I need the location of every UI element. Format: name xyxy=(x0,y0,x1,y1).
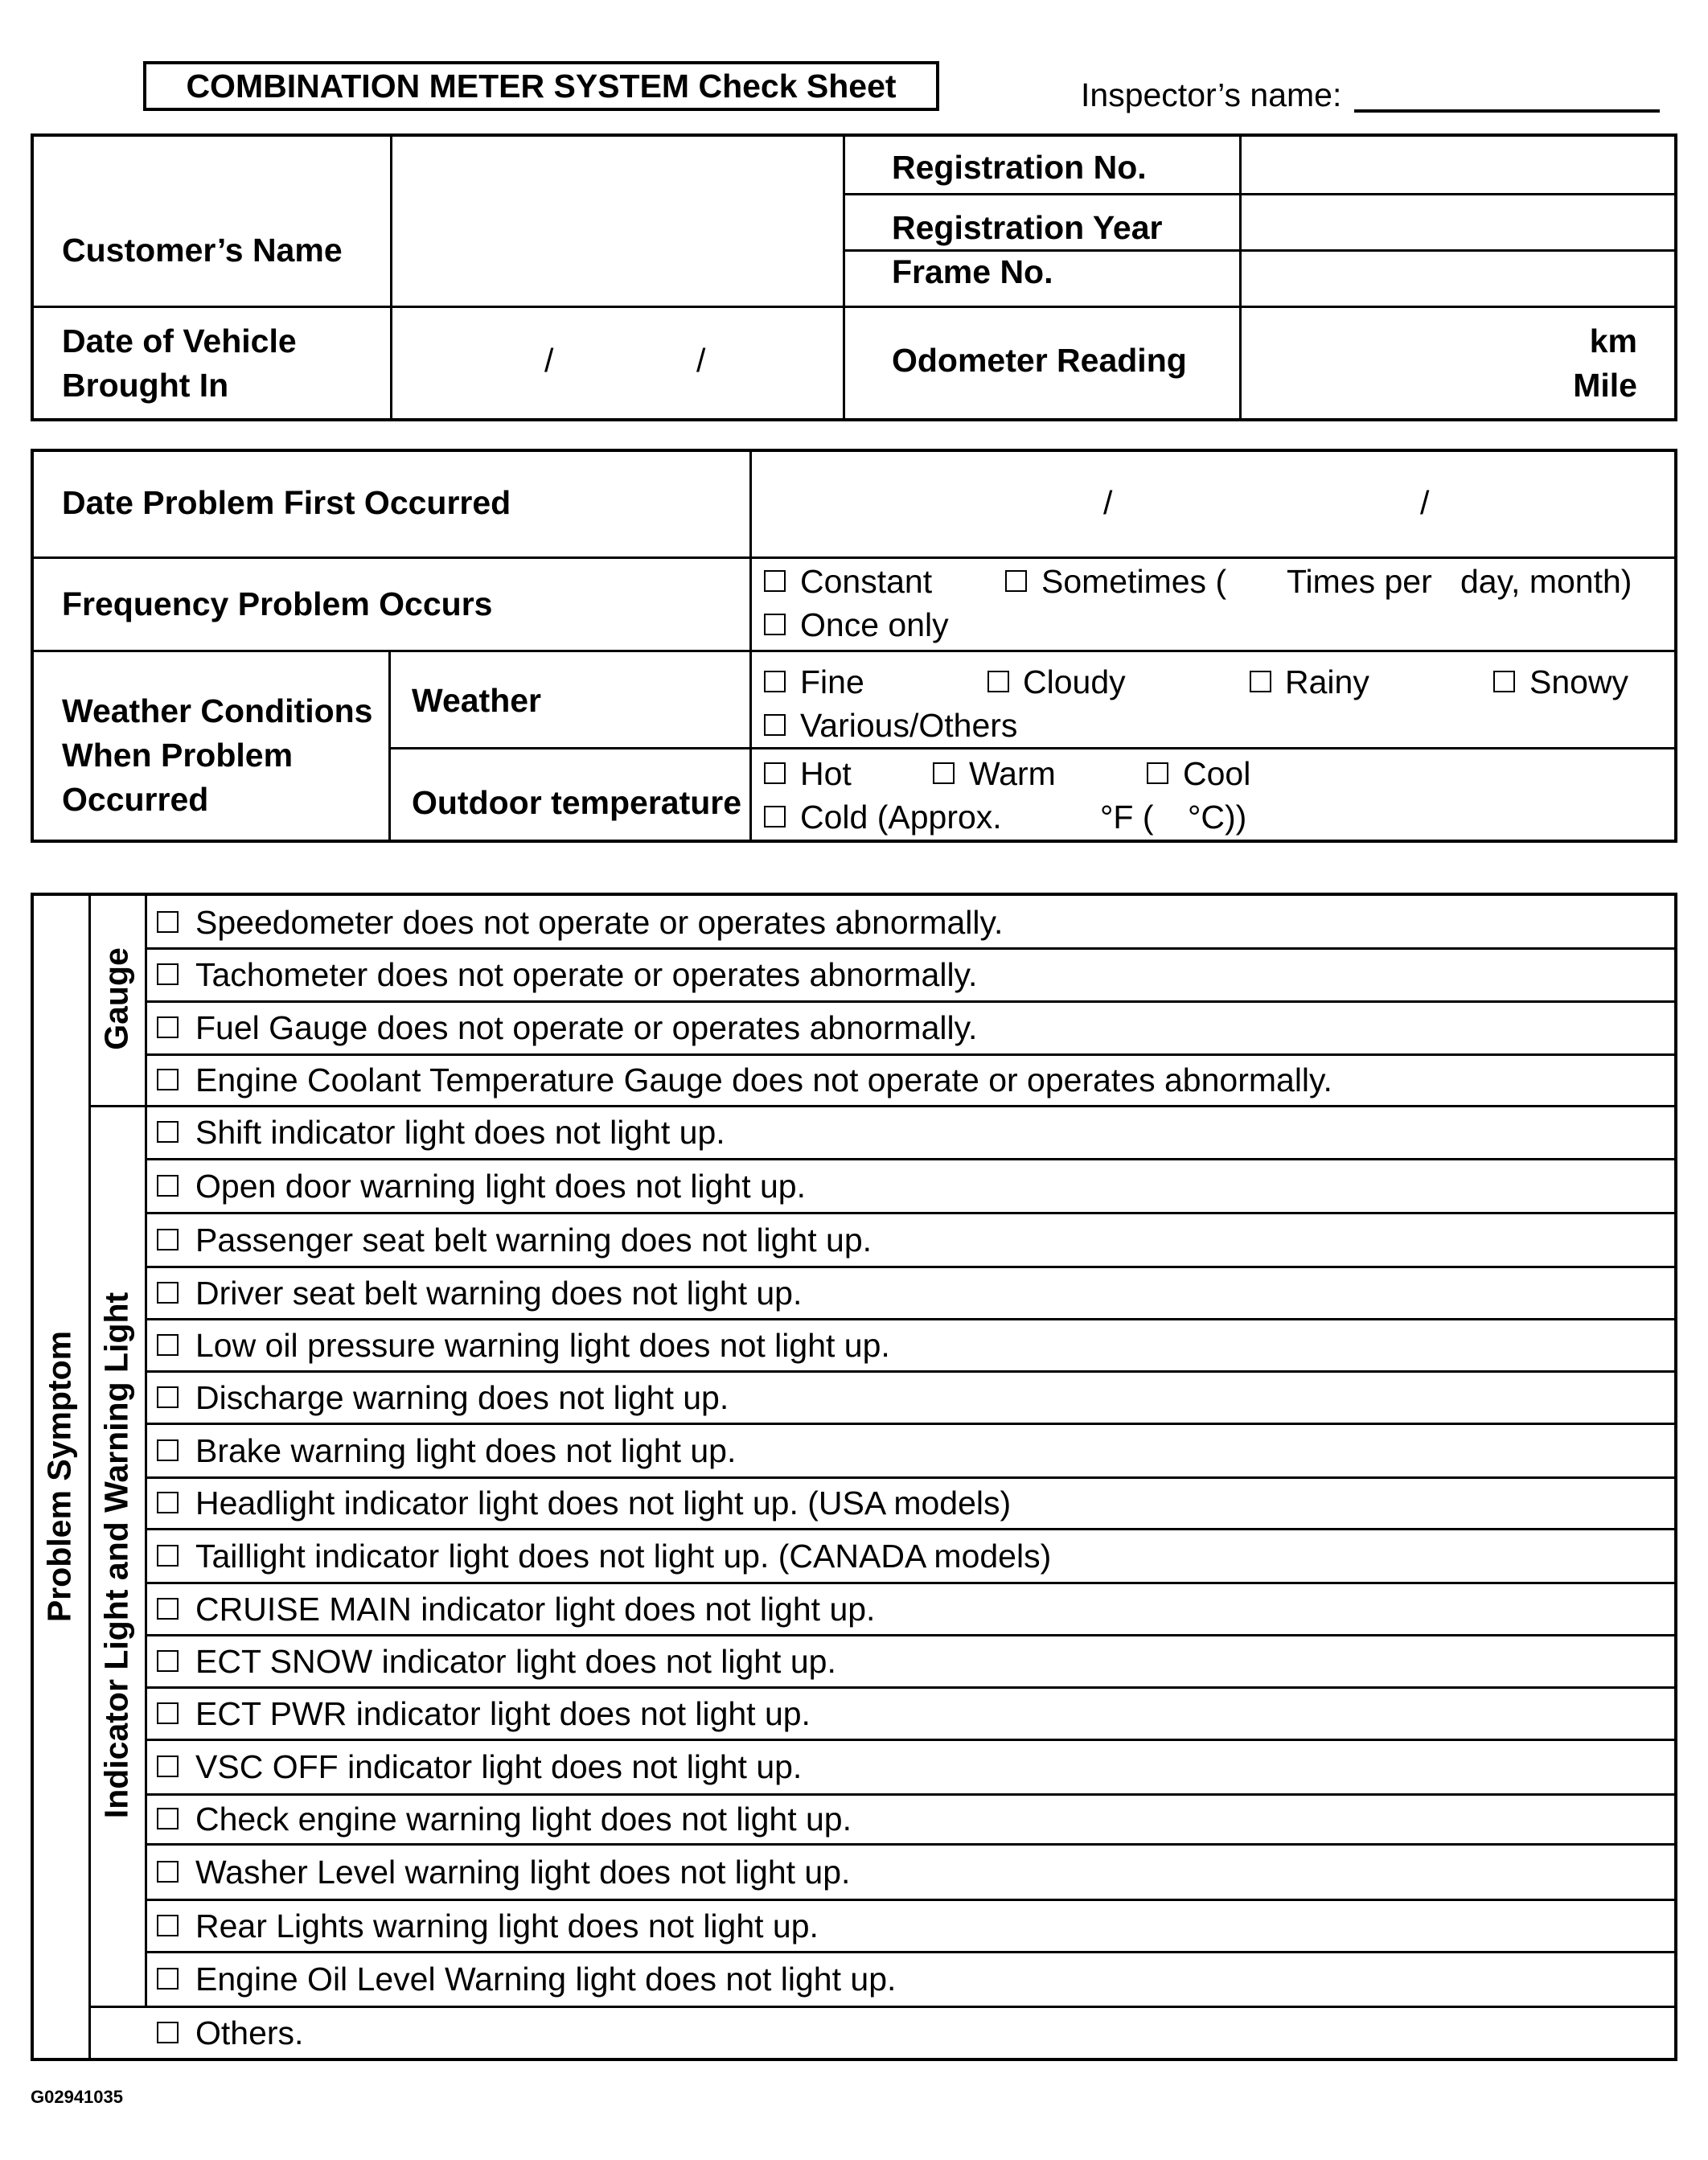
gauge-item-row xyxy=(147,1054,1674,1106)
indicator-item-label: Taillight indicator light does not light up. (CANADA models) xyxy=(195,1537,1052,1575)
date-first-slash-1: / xyxy=(1103,484,1113,521)
date-first-field[interactable] xyxy=(752,451,1674,556)
indicator-item-row xyxy=(147,1106,1674,1159)
weather-conditions-label-1: Weather Conditions xyxy=(62,692,373,729)
indicator-item-label: ECT SNOW indicator light does not light up. xyxy=(195,1642,836,1680)
indicator-item-row xyxy=(147,1739,1674,1794)
gauge-item-label: Engine Coolant Temperature Gauge does not operate or operates abnormally. xyxy=(195,1062,1332,1098)
weather-option-snowy: Snowy xyxy=(1529,663,1629,700)
weather-option-various: Various/Others xyxy=(800,707,1018,744)
sheet-title: COMBINATION METER SYSTEM Check Sheet xyxy=(143,61,939,111)
indicator-item-label: Washer Level warning light does not light up. xyxy=(195,1853,851,1891)
indicator-item-row xyxy=(147,1213,1674,1267)
indicator-item-checkbox[interactable] xyxy=(157,1808,179,1829)
date-slash-2: / xyxy=(696,342,706,379)
checkbox-fine[interactable] xyxy=(764,671,786,692)
indicator-item-row xyxy=(147,1635,1674,1687)
indicator-item-label: Rear Lights warning light does not light up. xyxy=(195,1907,819,1944)
indicator-item-row xyxy=(147,1267,1674,1319)
indicator-item-label: VSC OFF indicator light does not light up. xyxy=(195,1748,803,1785)
option-day-month: day, month) xyxy=(1460,563,1632,600)
indicator-item-label: Engine Oil Level Warning light does not light up. xyxy=(195,1960,897,1998)
outdoor-temp-label: Outdoor temperature xyxy=(412,784,742,821)
frequency-label: Frequency Problem Occurs xyxy=(62,585,493,622)
indicator-item-checkbox[interactable] xyxy=(157,1175,179,1197)
option-constant: Constant xyxy=(800,563,933,600)
indicator-item-row xyxy=(147,1371,1674,1423)
weather-option-rainy: Rainy xyxy=(1285,663,1369,700)
indicator-item-label: Headlight indicator light does not light up. (USA models) xyxy=(195,1484,1012,1521)
indicator-item-label: Low oil pressure warning light does not light up. xyxy=(195,1326,890,1364)
others-row xyxy=(147,2008,1674,2058)
problem-symptom-label: Problem Symptom xyxy=(40,1330,78,1623)
gauge-item-label: Tachometer does not operate or operates abnormally. xyxy=(195,956,978,993)
indicator-item-row xyxy=(147,1583,1674,1635)
checkbox-various-others[interactable] xyxy=(764,714,786,736)
indicator-item-row xyxy=(147,1687,1674,1739)
customer-name-field[interactable] xyxy=(392,135,842,305)
indicator-item-checkbox[interactable] xyxy=(157,1334,179,1356)
indicator-item-row xyxy=(147,1319,1674,1371)
frame-no-label: Frame No. xyxy=(892,253,1053,290)
indicator-item-label: CRUISE MAIN indicator light does not light up. xyxy=(195,1590,876,1628)
odometer-label: Odometer Reading xyxy=(892,342,1187,379)
indicator-item-checkbox[interactable] xyxy=(157,1756,179,1777)
gauge-item-label: Speedometer does not operate or operates abnormally. xyxy=(195,903,1004,941)
temp-option-hot: Hot xyxy=(800,755,852,792)
indicator-item-checkbox[interactable] xyxy=(157,1598,179,1620)
weather-option-fine: Fine xyxy=(800,663,864,700)
temp-option-cool: Cool xyxy=(1183,755,1251,792)
gauge-item-row xyxy=(147,896,1674,948)
indicator-item-label: Passenger seat belt warning does not light up. xyxy=(195,1221,872,1259)
unit-fahrenheit: °F ( xyxy=(1100,799,1154,836)
checkbox-constant[interactable] xyxy=(764,570,786,592)
date-brought-in-field[interactable] xyxy=(392,308,842,419)
indicator-item-row xyxy=(147,1844,1674,1899)
gauge-item-checkbox[interactable] xyxy=(157,1016,179,1038)
gauge-item-checkbox[interactable] xyxy=(157,1069,179,1090)
inspector-label: Inspector’s name: xyxy=(1081,76,1342,113)
weather-label: Weather xyxy=(412,682,542,719)
checkbox-cold[interactable] xyxy=(764,806,786,827)
weather-option-cloudy: Cloudy xyxy=(1023,663,1126,700)
registration-year-label: Registration Year xyxy=(892,209,1163,246)
gauge-item-label: Fuel Gauge does not operate or operates abnormally. xyxy=(195,1009,978,1046)
indicator-label: Indicator Light and Warning Light xyxy=(97,1291,135,1819)
gauge-item-checkbox[interactable] xyxy=(157,963,179,985)
indicator-item-checkbox[interactable] xyxy=(157,1650,179,1672)
indicator-item-label: Shift indicator light does not light up. xyxy=(195,1114,725,1151)
unit-km: km xyxy=(1589,322,1637,359)
checkbox-cool[interactable] xyxy=(1147,762,1168,784)
indicator-item-row xyxy=(147,1794,1674,1844)
indicator-item-checkbox[interactable] xyxy=(157,1386,179,1408)
checkbox-warm[interactable] xyxy=(933,762,955,784)
registration-year-field[interactable] xyxy=(1242,195,1674,249)
indicator-item-row xyxy=(147,1529,1674,1583)
indicator-item-checkbox[interactable] xyxy=(157,1121,179,1143)
indicator-item-checkbox[interactable] xyxy=(157,1968,179,1990)
gauge-item-row xyxy=(147,948,1674,1001)
indicator-item-row xyxy=(147,1423,1674,1477)
indicator-item-checkbox[interactable] xyxy=(157,1545,179,1567)
checkbox-rainy[interactable] xyxy=(1250,671,1271,692)
weather-conditions-label-2: When Problem xyxy=(62,737,294,774)
indicator-item-label: Open door warning light does not light up. xyxy=(195,1167,807,1205)
others-checkbox[interactable] xyxy=(157,2022,179,2043)
date-slash-1: / xyxy=(544,342,554,379)
gauge-item-row xyxy=(147,1001,1674,1054)
unit-celsius: °C)) xyxy=(1188,799,1247,836)
temp-option-warm: Warm xyxy=(969,755,1056,792)
gauge-label: Gauge xyxy=(97,947,135,1050)
indicator-item-checkbox[interactable] xyxy=(157,1915,179,1936)
indicator-item-checkbox[interactable] xyxy=(157,1439,179,1461)
registration-no-label: Registration No. xyxy=(892,149,1147,186)
customer-name-label: Customer’s Name xyxy=(62,232,343,269)
indicator-item-label: Driver seat belt warning does not light up. xyxy=(195,1274,803,1312)
weather-conditions-label-3: Occurred xyxy=(62,781,209,818)
indicator-item-label: Check engine warning light does not light up. xyxy=(195,1801,852,1838)
indicator-item-row xyxy=(147,1159,1674,1213)
frame-no-field[interactable] xyxy=(1242,252,1674,306)
date-first-label: Date Problem First Occurred xyxy=(62,484,511,521)
indicator-item-label: ECT PWR indicator light does not light up. xyxy=(195,1694,811,1732)
checkbox-once-only[interactable] xyxy=(764,614,786,635)
indicator-item-checkbox[interactable] xyxy=(157,1492,179,1513)
indicator-item-label: Brake warning light does not light up. xyxy=(195,1431,737,1469)
unit-mile: Mile xyxy=(1573,367,1637,404)
date-brought-in-label-2: Brought In xyxy=(62,367,229,404)
indicator-item-row xyxy=(147,1477,1674,1529)
others-label: Others. xyxy=(195,2014,304,2051)
checkbox-snowy[interactable] xyxy=(1493,671,1515,692)
checkbox-sometimes[interactable] xyxy=(1005,570,1027,592)
indicator-item-checkbox[interactable] xyxy=(157,1702,179,1724)
indicator-item-checkbox[interactable] xyxy=(157,1861,179,1883)
gauge-item-checkbox[interactable] xyxy=(157,911,179,933)
indicator-item-label: Discharge warning does not light up. xyxy=(195,1378,729,1416)
temp-option-cold: Cold (Approx. xyxy=(800,799,1002,836)
inspector-name-field[interactable] xyxy=(1354,109,1660,113)
indicator-item-row xyxy=(147,1899,1674,1952)
checkbox-hot[interactable] xyxy=(764,762,786,784)
option-sometimes: Sometimes ( xyxy=(1041,563,1227,600)
date-brought-in-label-1: Date of Vehicle xyxy=(62,322,297,359)
option-once-only: Once only xyxy=(800,606,949,643)
indicator-item-row xyxy=(147,1952,1674,2006)
figure-id: G02941035 xyxy=(31,2087,123,2107)
indicator-item-checkbox[interactable] xyxy=(157,1282,179,1304)
checkbox-cloudy[interactable] xyxy=(987,671,1009,692)
indicator-item-checkbox[interactable] xyxy=(157,1229,179,1250)
option-times-per: Times per xyxy=(1287,563,1432,600)
date-first-slash-2: / xyxy=(1420,484,1430,521)
registration-no-field[interactable] xyxy=(1242,135,1674,193)
